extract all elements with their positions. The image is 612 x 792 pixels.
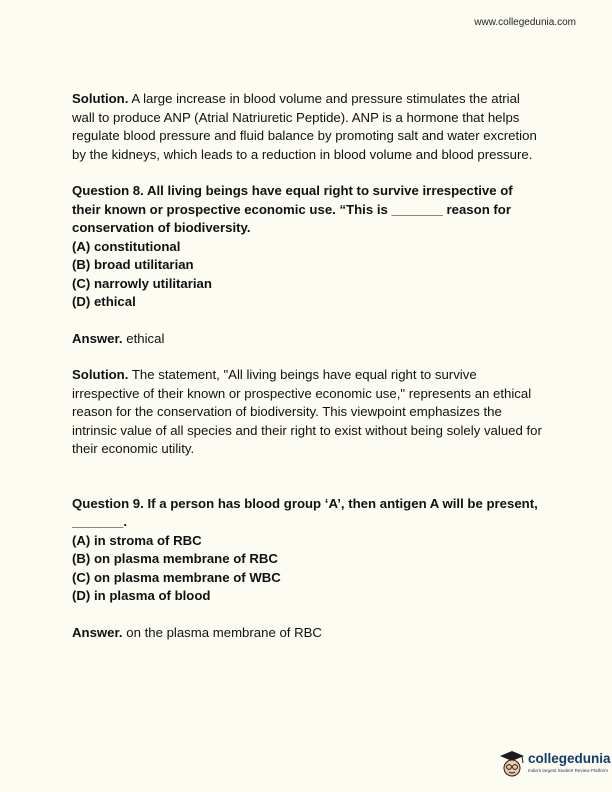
question-9-option: (B) on plasma membrane of RBC — [72, 551, 278, 566]
page-content — [72, 90, 542, 642]
solution-7 — [72, 90, 542, 164]
question-9-option: (C) on plasma membrane of WBC — [72, 569, 281, 585]
solution-text: The statement, "All living beings have equal right to survive irrespective of their known or prospective economic use," represents an ethical reason for the conservation of biodiversity. This viewpoint emphasizes the intrinsic value of all species and their right to exist without being solely valued for their economic utility. — [72, 367, 542, 456]
question-9-option: (D) in plasma of blood — [72, 588, 211, 603]
question-9-answer — [72, 624, 542, 643]
solution-label: Solution. — [72, 367, 129, 382]
question-9-option: (A) in stroma of RBC — [72, 532, 202, 548]
question-8-answer — [72, 330, 542, 349]
question-9-text: Question 9. If a person has blood group ‘A’, then antigen A will be present, _______. — [72, 495, 538, 529]
answer-text: ethical — [126, 330, 165, 346]
question-8-option: (A) constitutional — [72, 238, 181, 254]
question-8-solution — [72, 366, 542, 459]
solution-label: Solution. — [72, 91, 129, 106]
question-8-text: Question 8. All living beings have equal right to survive irrespective of their known or prospective economic use. “This is _______ reason for conservation of biodiversity. — [72, 183, 513, 235]
answer-text: on the plasma membrane of RBC — [126, 624, 322, 640]
answer-label: Answer. — [72, 624, 123, 640]
question-8-option: (D) ethical — [72, 294, 136, 309]
graduate-mascot-icon — [497, 748, 527, 782]
solution-text: A large increase in blood volume and pressure stimulates the atrial wall to produce ANP (Atrial Natriuretic Peptide). ANP is a hormone that helps regulate blood pressure and fluid balance by promoting salt and water excretion by the kidneys, which leads to a reduction in blood volume and blood pressure. — [72, 91, 537, 162]
logo-tagline: India's largest Student Review Platform — [528, 768, 609, 773]
logo-name: collegedunia — [528, 751, 611, 766]
question-8-option: (B) broad utilitarian — [72, 257, 194, 272]
answer-label: Answer. — [72, 330, 123, 346]
collegedunia-logo[interactable] — [497, 748, 611, 782]
question-8-option: (C) narrowly utilitarian — [72, 275, 212, 291]
site-url[interactable]: www.collegedunia.com — [474, 17, 576, 28]
